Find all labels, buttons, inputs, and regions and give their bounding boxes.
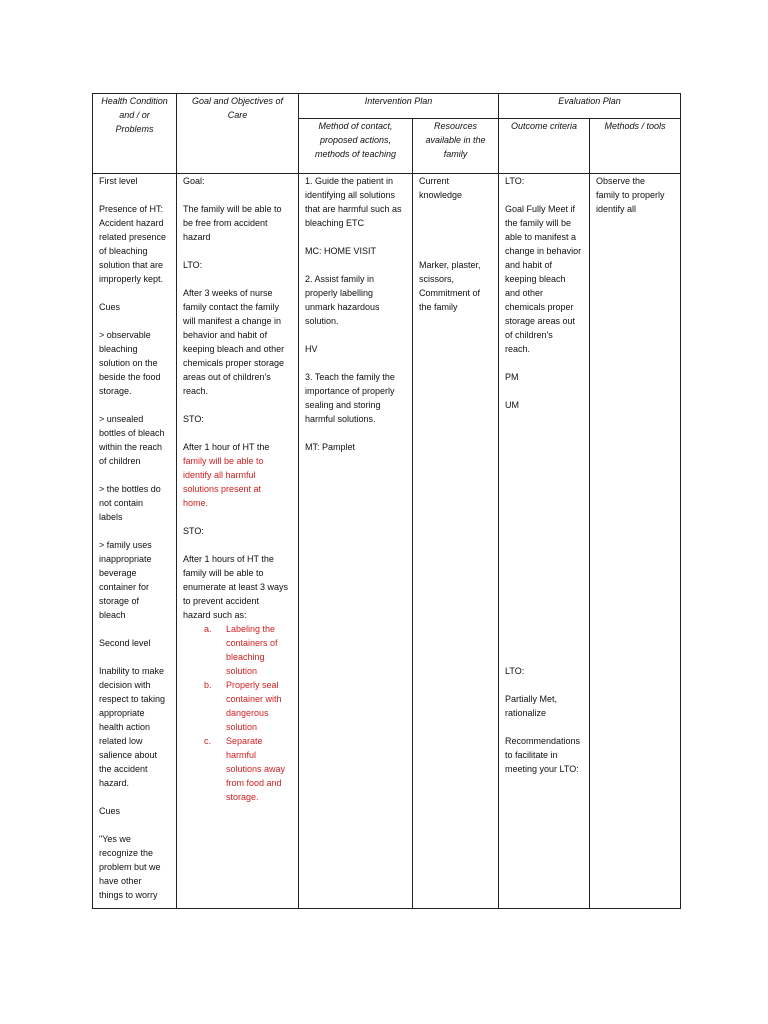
header-health-condition [93, 94, 177, 174]
resource-1: Current knowledge [419, 176, 463, 200]
cue-item: > family uses inappropriate beverage container for storage of bleach [99, 540, 152, 620]
outcome-pm: PM [505, 372, 519, 382]
list-item-text: Labeling the containers of bleaching solution [226, 624, 278, 676]
resource-2: Marker, plaster, scissors, Commitment of the family [419, 260, 481, 312]
outcome-partially-met: Partially Met, rationalize [505, 694, 558, 718]
cell-health-problems [93, 174, 177, 909]
family-quote: "Yes we recognize the problem but we have other things to worry [99, 834, 161, 900]
header-goal-objectives-text: Goal and Objectives of Care [191, 96, 284, 120]
header-method-of-contact [299, 119, 413, 174]
outcome-lto-label-1: LTO: [505, 176, 525, 186]
prevention-ways-list [183, 622, 292, 804]
header-evaluation-plan [499, 94, 681, 119]
lto-label: LTO: [183, 260, 203, 270]
header-goal-objectives [177, 94, 299, 174]
intervention-2: 2. Assist family in properly labelling unmark hazardous solution. [305, 274, 380, 326]
list-item-text: Separate harmful solutions away from food and storage. [226, 736, 286, 802]
header-outcome-criteria [499, 119, 590, 174]
outcome-lto-label-2: LTO: [505, 666, 525, 676]
intervention-1: 1. Guide the patient in identifying all solutions that are harmful such as bleaching ETC [305, 176, 402, 228]
list-marker: a. [204, 624, 212, 634]
problem-first-level: Presence of HT: Accident hazard related presence of bleaching solution that are improperly kept. [99, 204, 167, 284]
outcome-um: UM [505, 400, 520, 410]
lto-text: After 3 weeks of nurse family contact the family will manifest a change in behavior and habit of keeping bleach and other chemicals proper storage areas out of children's reach. [183, 288, 285, 396]
list-item [183, 734, 292, 804]
outcome-lto-text: Goal Fully Meet if the family will be able to manifest a change in behavior and habit of keeping bleach and other chemicals proper storage areas out of children's reach. [505, 204, 582, 354]
sto-1-prefix: After 1 hour of HT the [183, 442, 270, 452]
goal-text: The family will be able to be free from accident hazard [183, 204, 282, 242]
cell-methods-tools [590, 174, 681, 909]
cues-label-1: Cues [99, 302, 121, 312]
problem-second-level: Inability to make decision with respect to taking appropriate health action related low salience about the accident hazard. [99, 666, 166, 788]
header-outcome-criteria-text: Outcome criteria [511, 121, 578, 131]
header-resources [413, 119, 499, 174]
list-item [183, 678, 292, 734]
sto-label-2: STO: [183, 526, 204, 536]
sto-1-highlight: family will be able to identify all harmful solutions present at home. [183, 456, 264, 508]
method-hv: HV [305, 344, 318, 354]
cell-goals-objectives [177, 174, 299, 909]
header-health-condition-text: Health Condition and / or Problems [101, 96, 168, 134]
outcome-recommendations: Recommendations to facilitate in meeting your LTO: [505, 736, 581, 774]
cell-intervention-method [299, 174, 413, 909]
sto-2-text: After 1 hours of HT the family will be able to enumerate at least 3 ways to prevent accident hazard such as: [183, 554, 289, 620]
list-item [183, 622, 292, 678]
first-level-label: First level [99, 176, 138, 186]
list-marker: c. [204, 736, 212, 746]
cue-item: > observable bleaching solution on the beside the food storage. [99, 330, 161, 396]
list-item-text: Properly seal container with dangerous solution [226, 680, 282, 732]
cue-item: > the bottles do not contain labels [99, 484, 161, 522]
header-methods-tools [590, 119, 681, 174]
header-resources-text: Resources available in the family [425, 121, 486, 159]
cell-resources [413, 174, 499, 909]
methods-tools-text: Observe the family to properly identify all [596, 176, 665, 214]
header-intervention-plan [299, 94, 499, 119]
header-methods-tools-text: Methods / tools [604, 121, 666, 131]
second-level-label: Second level [99, 638, 151, 648]
header-intervention-plan-text: Intervention Plan [364, 96, 433, 106]
method-of-teaching: MT: Pamplet [305, 442, 356, 452]
family-nursing-care-plan-table [92, 93, 681, 909]
cues-label-2: Cues [99, 806, 121, 816]
intervention-3: 3. Teach the family the importance of properly sealing and storing harmful solutions. [305, 372, 395, 424]
header-method-of-contact-text: Method of contact, proposed actions, methods of teaching [314, 121, 397, 159]
method-of-contact: MC: HOME VISIT [305, 246, 377, 256]
header-evaluation-plan-text: Evaluation Plan [558, 96, 621, 106]
cue-item: > unsealed bottles of bleach within the reach of children [99, 414, 165, 466]
goal-label: Goal: [183, 176, 205, 186]
list-marker: b. [204, 680, 212, 690]
cell-outcome-criteria [499, 174, 590, 909]
sto-label-1: STO: [183, 414, 204, 424]
